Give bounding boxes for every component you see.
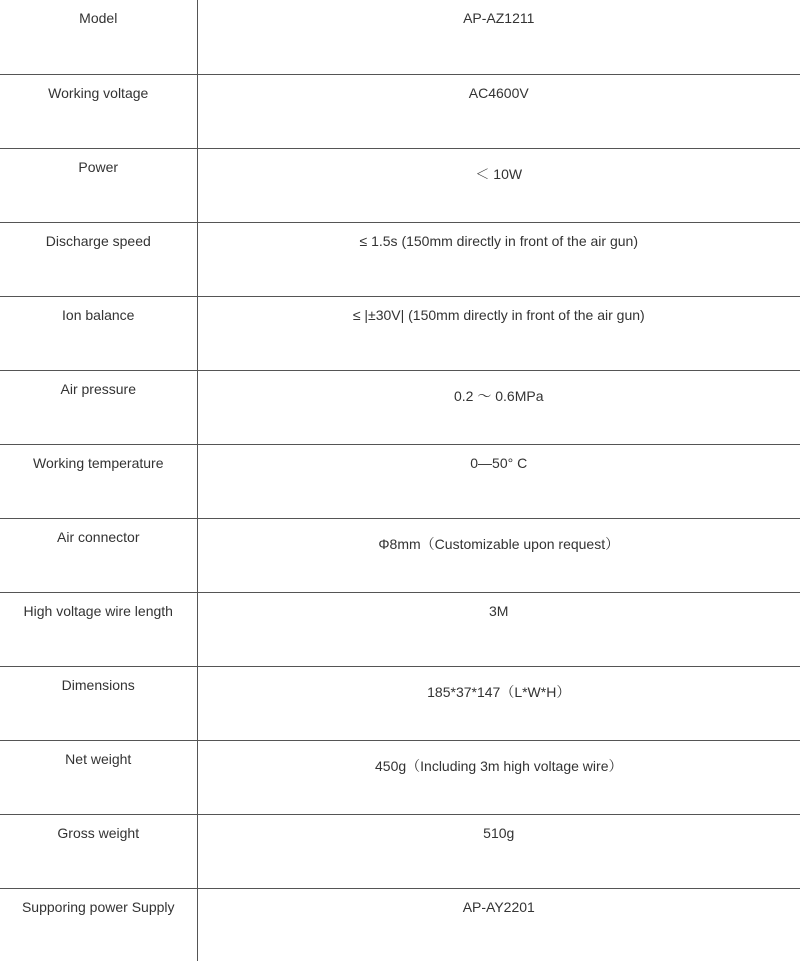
spec-value: AP-AY2201 (462, 898, 535, 915)
spec-row-power-supply (0, 888, 800, 961)
spec-label: Working temperature (0, 444, 197, 518)
spec-value: 3M (197, 592, 800, 666)
spec-label: Supporing power Supply (0, 888, 197, 961)
spec-label: Air pressure (0, 370, 197, 444)
spec-value: Φ8mm（Customizable upon request） (197, 518, 800, 592)
spec-row-net-weight (0, 740, 800, 814)
spec-label: High voltage wire length (0, 592, 197, 666)
spec-row-ion-balance (0, 296, 800, 370)
spec-value: 510g (197, 814, 800, 888)
spec-value: ≤ 1.5s (150mm directly in front of the air gun) (197, 222, 800, 296)
spec-value: ≤ |±30V| (150mm directly in front of the air gun) (197, 296, 800, 370)
spec-row-air-pressure (0, 370, 800, 444)
spec-value: 185*37*147（L*W*H） (197, 666, 800, 740)
spec-value: 0—50° C (197, 444, 800, 518)
spec-row-model (0, 0, 800, 74)
spec-label: Dimensions (0, 666, 197, 740)
spec-label: Net weight (0, 740, 197, 814)
spec-value: 0.2 ～ 0.6MPa (197, 370, 800, 444)
spec-value: ＜ 10W (197, 148, 800, 222)
spec-label: Ion balance (0, 296, 197, 370)
spec-value: AP-AZ1211 (197, 0, 800, 74)
spec-row-gross-weight (0, 814, 800, 888)
spec-row-dimensions (0, 666, 800, 740)
spec-value: 450g（Including 3m high voltage wire） (197, 740, 800, 814)
spec-row-wire-length (0, 592, 800, 666)
spec-row-power (0, 148, 800, 222)
spec-label: Model (0, 0, 197, 74)
spec-row-working-temperature (0, 444, 800, 518)
spec-value: AC4600V (197, 74, 800, 148)
spec-label: Power (0, 148, 197, 222)
spec-row-discharge-speed (0, 222, 800, 296)
spec-label: Working voltage (0, 74, 197, 148)
spec-label: Discharge speed (0, 222, 197, 296)
spec-row-working-voltage (0, 74, 800, 148)
spec-label: Gross weight (0, 814, 197, 888)
spec-label: Air connector (0, 518, 197, 592)
spec-row-air-connector (0, 518, 800, 592)
